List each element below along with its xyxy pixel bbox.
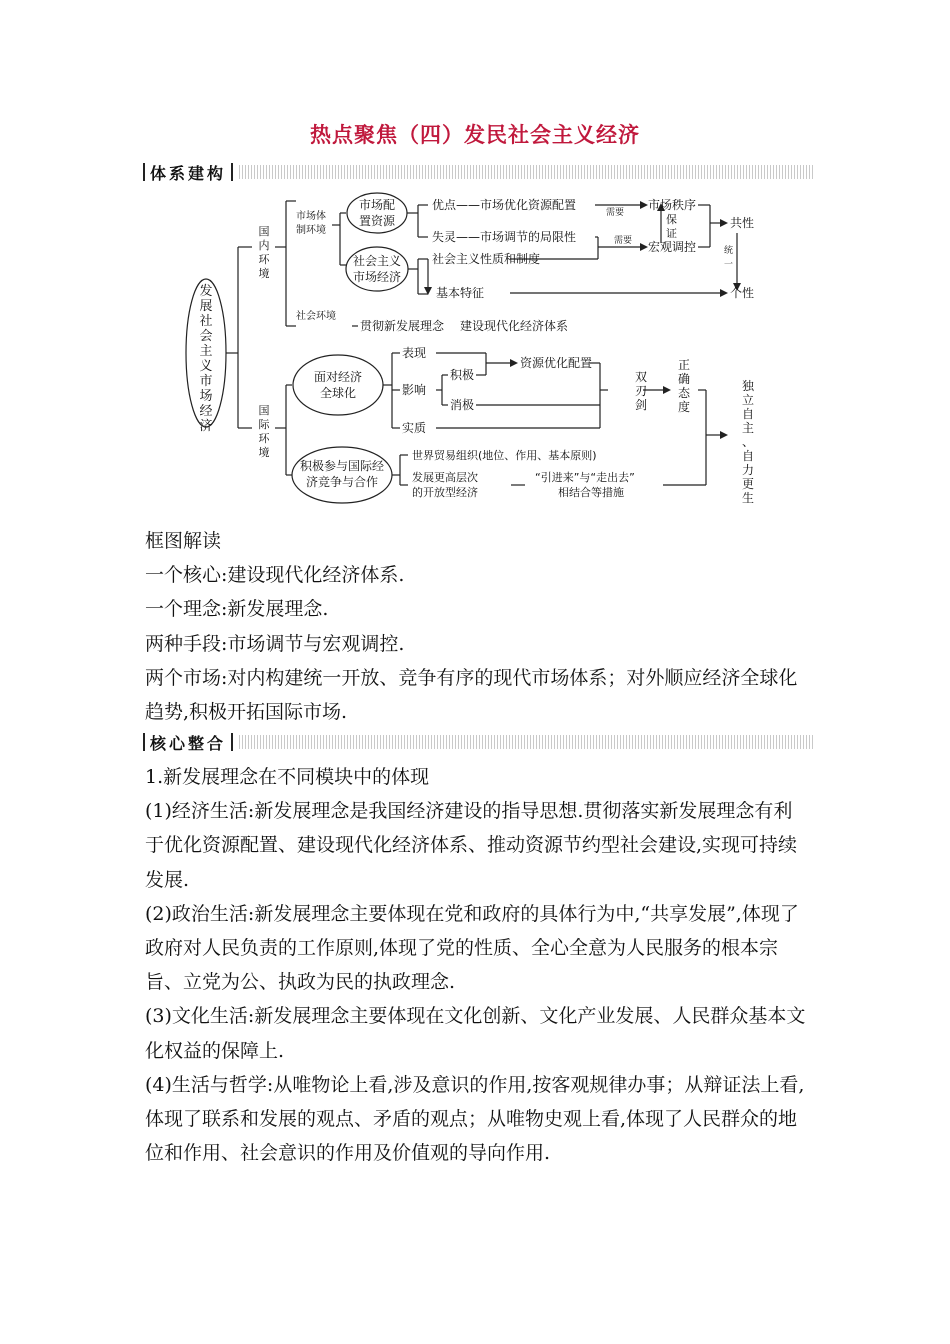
market-allocation-1: 市场配 xyxy=(358,198,396,212)
reading-line: 一个核心:建设现代化经济体系. xyxy=(145,564,405,587)
socialist-market-2: 市场经济 xyxy=(352,270,402,284)
face-globalization-1: 面对经济 xyxy=(313,370,363,384)
reading-line: 两种手段:市场调节与宏观调控. xyxy=(145,632,405,655)
diagram-reading xyxy=(145,524,810,729)
commonality: 共性 xyxy=(730,216,755,230)
social-env: 社会环境 xyxy=(296,311,336,322)
double-edged: 双刃剑 xyxy=(635,370,648,412)
core-integration xyxy=(145,760,810,1170)
core-item: (3)文化生活:新发展理念主要体现在文化创新、文化产业发展、人民群众基本文化权益的保障上. xyxy=(145,1005,806,1062)
market-allocation-2: 置资源 xyxy=(358,214,396,228)
participate-2: 济竞争与合作 xyxy=(305,475,379,489)
bring-in-2: 相结合等措施 xyxy=(558,486,624,499)
guarantee: 保证 xyxy=(666,213,677,240)
bring-in-1: “引进来”与“走出去” xyxy=(535,471,635,484)
international-env: 国际环境 xyxy=(258,404,270,459)
wto: 世界贸易组织(地位、作用、基本原则) xyxy=(412,449,597,462)
basic-feature: 基本特征 xyxy=(436,286,485,300)
macro-control: 宏观调控 xyxy=(648,240,697,254)
need-label-2: 需要 xyxy=(614,236,633,246)
advantage: 优点——市场优化资源配置 xyxy=(432,198,577,212)
modern-system: 建设现代化经济体系 xyxy=(460,319,569,333)
section-label: 核心整合 xyxy=(150,734,227,753)
positive: 积极 xyxy=(450,368,475,382)
participate-1: 积极参与国际经 xyxy=(299,459,385,473)
need-label-1: 需要 xyxy=(606,208,625,218)
open-economy-1: 发展更高层次 xyxy=(412,471,478,484)
section-label: 体系建构 xyxy=(150,164,227,183)
open-economy-2: 的开放型经济 xyxy=(412,486,478,499)
market-order: 市场秩序 xyxy=(648,198,697,212)
section-header-core xyxy=(143,730,813,754)
failure: 失灵——市场调节的局限性 xyxy=(432,230,577,244)
negative: 消极 xyxy=(450,398,475,412)
domestic-env: 国内环境 xyxy=(258,225,270,280)
concept-diagram xyxy=(180,185,780,515)
correct-attitude: 正确态度 xyxy=(678,358,691,414)
unity: 统一 xyxy=(724,246,734,270)
core-item: (4)生活与哲学:从唯物论上看,涉及意识的作用,按客观规律办事；从辩证法上看,体现了联系和发展的观点、矛盾的观点；从唯物史观上看,体现了人民群众的地位和作用、社会意识的作用及价值观的导向作用. xyxy=(145,1073,805,1165)
section-header-system xyxy=(143,160,813,184)
page-title: 热点聚焦（四）发民社会主义经济 xyxy=(310,123,640,147)
root-node: 发展社会主义市场经济 xyxy=(199,284,213,434)
market-system-env-1: 市场体 xyxy=(296,211,326,222)
essence: 实质 xyxy=(402,421,427,435)
reading-heading: 框图解读 xyxy=(145,530,222,552)
independence: 独立自主、自力更生 xyxy=(742,379,755,505)
face-globalization-2: 全球化 xyxy=(319,386,357,400)
manifestation: 表现 xyxy=(402,346,427,360)
reading-line: 两个市场:对内构建统一开放、竞争有序的现代市场体系；对外顺应经济全球化趋势,积极开拓国际市场. xyxy=(145,666,798,724)
individuality: 个性 xyxy=(730,286,755,300)
market-system-env-2: 制环境 xyxy=(296,225,326,236)
core-item: (2)政治生活:新发展理念主要体现在党和政府的具体行为中,“共享发展”,体现了政府对人民负责的工作原则,体现了党的性质、全心全意为人民服务的根本宗旨、立党为公、执政为民的执政理念. xyxy=(145,902,799,994)
resource-optimization: 资源优化配置 xyxy=(520,356,593,370)
new-concept: 贯彻新发展理念 xyxy=(360,319,445,333)
core-item: (1)经济生活:新发展理念是我国经济建设的指导思想.贯彻落实新发展理念有利于优化资源配置、建设现代化经济体系、推动资源节约型社会建设,实现可持续发展. xyxy=(145,800,798,891)
point-title: 1.新发展理念在不同模块中的体现 xyxy=(145,766,430,788)
reading-line: 一个理念:新发展理念. xyxy=(145,598,329,621)
socialist-market-1: 社会主义 xyxy=(352,254,402,268)
influence: 影响 xyxy=(402,383,427,397)
socialist-nature: 社会主义性质和制度 xyxy=(432,252,541,266)
